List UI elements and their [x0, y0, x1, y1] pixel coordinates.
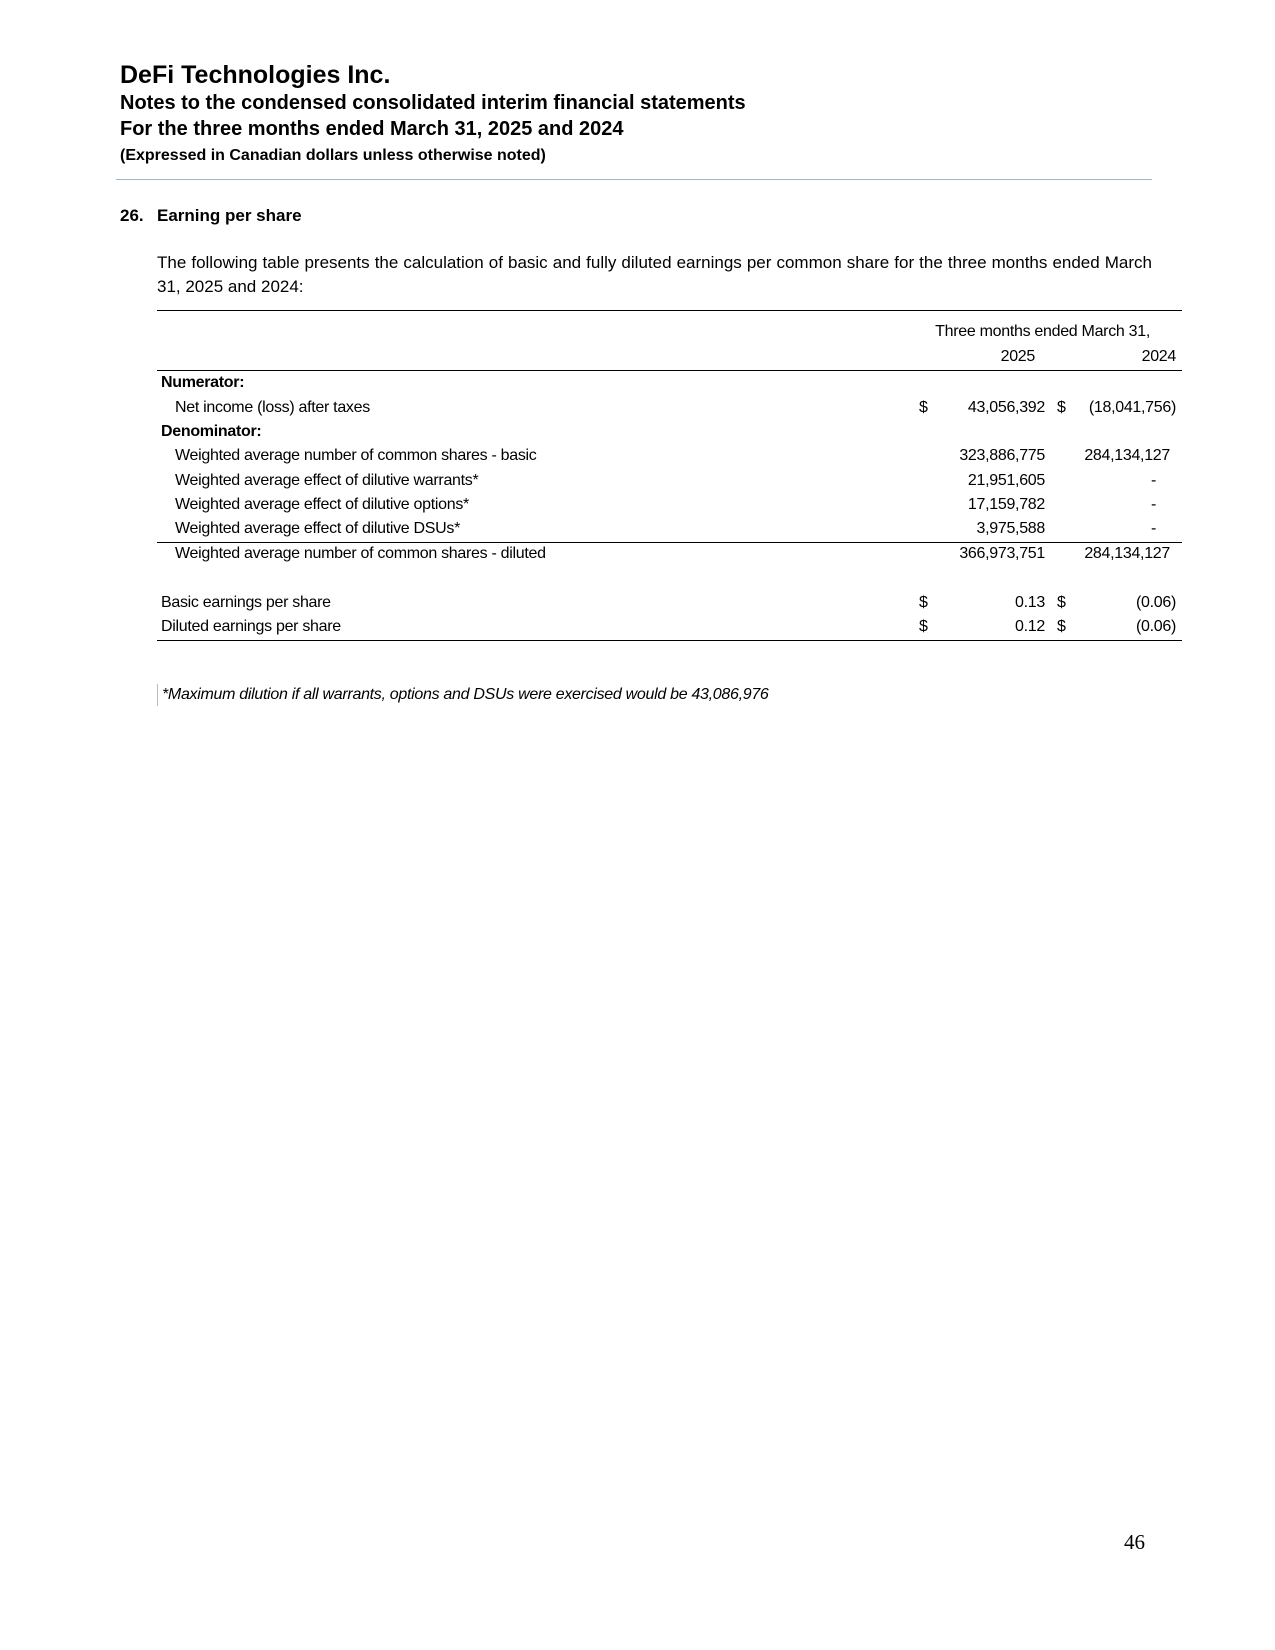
year-2024-header: 2024 — [1141, 348, 1176, 365]
diluted-shares-label: Weighted average number of common shares - diluted — [175, 545, 546, 562]
diluted-shares-2024: 284,134,127 — [1084, 545, 1170, 562]
section-title-text: Earning per share — [157, 206, 302, 225]
currency-note: (Expressed in Canadian dollars unless otherwise noted) — [120, 147, 546, 164]
net-income-2024: (18,041,756) — [1088, 399, 1176, 416]
warrants-2025: 21,951,605 — [967, 472, 1045, 489]
diluted-eps-label: Diluted earnings per share — [161, 618, 341, 635]
table-row — [157, 469, 1182, 493]
dsus-label: Weighted average effect of dilutive DSUs* — [175, 520, 461, 537]
options-2024: - — [1150, 496, 1156, 513]
table-top-rule — [157, 310, 1182, 311]
table-row — [157, 371, 1182, 395]
basic-eps-label: Basic earnings per share — [161, 594, 331, 611]
diluted-eps-2024: (0.06) — [1136, 618, 1176, 635]
statement-title: Notes to the condensed consolidated interim financial statements — [120, 92, 746, 114]
period-header: Three months ended March 31, — [935, 323, 1150, 340]
currency-symbol: $ — [1057, 594, 1066, 611]
table-row — [157, 396, 1182, 420]
currency-symbol: $ — [1057, 399, 1066, 416]
table-header-years — [157, 345, 1182, 369]
dilution-footnote: *Maximum dilution if all warrants, options and DSUs were exercised would be 43,086,976 — [157, 684, 769, 706]
options-label: Weighted average effect of dilutive options* — [175, 496, 469, 513]
table-row — [157, 591, 1182, 615]
basic-shares-2025: 323,886,775 — [959, 447, 1045, 464]
table-row — [157, 444, 1182, 468]
table-bottom-rule — [157, 640, 1182, 641]
dsus-2025: 3,975,588 — [976, 520, 1045, 537]
basic-shares-label: Weighted average number of common shares - basic — [175, 447, 537, 464]
basic-shares-2024: 284,134,127 — [1084, 447, 1170, 464]
currency-symbol: $ — [919, 618, 928, 635]
section-number: 26. — [120, 206, 144, 225]
document-header — [120, 60, 1150, 168]
section-intro: The following table presents the calculation of basic and fully diluted earnings per common share for the three months ended March 31, 2025 and 2024: — [157, 253, 1152, 296]
net-income-label: Net income (loss) after taxes — [175, 399, 370, 416]
diluted-eps-2025: 0.12 — [1015, 618, 1045, 635]
currency-symbol: $ — [919, 594, 928, 611]
page-number: 46 — [1124, 1530, 1145, 1554]
section-title — [120, 206, 302, 226]
numerator-label: Numerator: — [161, 374, 245, 391]
net-income-2025: 43,056,392 — [967, 399, 1045, 416]
warrants-label: Weighted average effect of dilutive warrants* — [175, 472, 479, 489]
company-name: DeFi Technologies Inc. — [120, 61, 391, 89]
warrants-2024: - — [1150, 472, 1156, 489]
denominator-label: Denominator: — [161, 423, 262, 440]
table-row — [157, 542, 1182, 566]
period-title: For the three months ended March 31, 2025 and 2024 — [120, 118, 624, 140]
currency-symbol: $ — [1057, 618, 1066, 635]
table-header-period — [157, 320, 1182, 344]
header-divider — [116, 179, 1152, 180]
currency-symbol: $ — [919, 399, 928, 416]
basic-eps-2025: 0.13 — [1015, 594, 1045, 611]
table-row — [157, 615, 1182, 639]
options-2025: 17,159,782 — [967, 496, 1045, 513]
table-row — [157, 493, 1182, 517]
table-row — [157, 420, 1182, 444]
table-row — [157, 517, 1182, 541]
year-2025-header: 2025 — [1000, 348, 1035, 365]
dsus-2024: - — [1150, 520, 1156, 537]
basic-eps-2024: (0.06) — [1136, 594, 1176, 611]
diluted-shares-2025: 366,973,751 — [959, 545, 1045, 562]
